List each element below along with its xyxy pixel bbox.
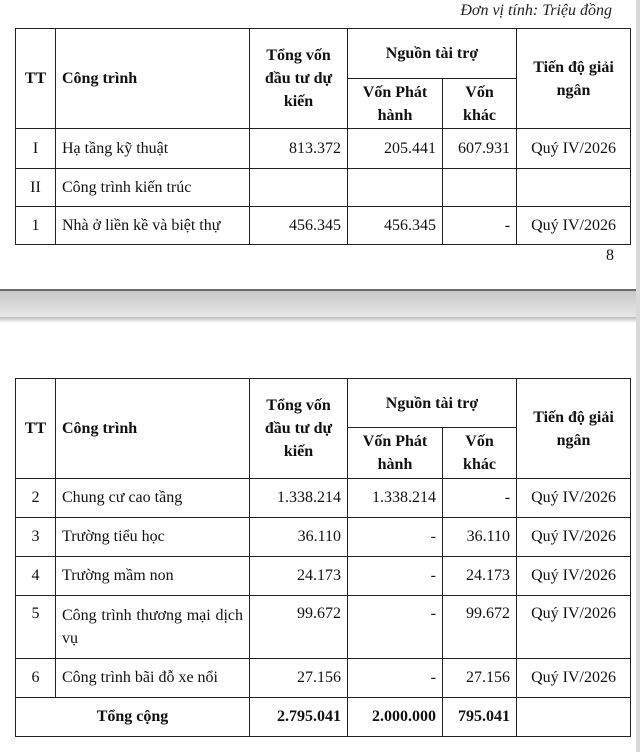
header-cong-trinh: Công trình [56, 379, 250, 479]
investment-table-page1 [15, 28, 631, 245]
row-von-phat-hanh: - [348, 596, 443, 659]
row-name: Chung cư cao tầng [56, 479, 250, 518]
table-row [16, 479, 631, 518]
row-name: Trường tiểu học [56, 518, 250, 557]
row-total: 36.110 [250, 518, 348, 557]
row-von-phat-hanh: - [348, 518, 443, 557]
row-von-khac: - [443, 479, 517, 518]
row-total: 456.345 [250, 207, 348, 245]
total-label: Tổng cộng [16, 698, 250, 737]
row-name: Công trình bãi đỗ xe nổi [56, 659, 250, 698]
row-tt: 4 [16, 557, 56, 596]
row-von-phat-hanh: 456.345 [348, 207, 443, 245]
row-tt: 1 [16, 207, 56, 245]
row-total [250, 169, 348, 207]
row-tien-do: Quý IV/2026 [517, 557, 631, 596]
header-von-khac: Vốn khác [443, 79, 517, 129]
page-number: 8 [606, 247, 614, 264]
header-von-phat-hanh: Vốn Phát hành [348, 79, 443, 129]
table-row [16, 129, 631, 169]
header-von-khac: Vốn khác [443, 428, 517, 479]
page-break-band [0, 291, 640, 317]
table-row [16, 557, 631, 596]
row-tien-do: Quý IV/2026 [517, 129, 631, 169]
row-tt: 5 [16, 596, 56, 659]
row-total: 1.338.214 [250, 479, 348, 518]
row-von-khac: 24.173 [443, 557, 517, 596]
header-row [16, 379, 631, 428]
row-tt: I [16, 129, 56, 169]
row-von-khac: 99.672 [443, 596, 517, 659]
row-von-khac: 27.156 [443, 659, 517, 698]
row-name: Hạ tầng kỹ thuật [56, 129, 250, 169]
row-tien-do: Quý IV/2026 [517, 207, 631, 245]
row-total: 99.672 [250, 596, 348, 659]
header-row [16, 29, 631, 79]
row-tien-do: Quý IV/2026 [517, 659, 631, 698]
header-tien-do: Tiến độ giải ngân [517, 379, 631, 479]
row-tien-do: Quý IV/2026 [517, 518, 631, 557]
row-von-phat-hanh: 205.441 [348, 129, 443, 169]
total-von-khac: 795.041 [443, 698, 517, 737]
row-name: Công trình kiến trúc [56, 169, 250, 207]
table-row [16, 518, 631, 557]
total-tong-von: 2.795.041 [250, 698, 348, 737]
row-von-khac: 607.931 [443, 129, 517, 169]
table-row [16, 207, 631, 245]
page-edge [636, 0, 640, 752]
row-total: 27.156 [250, 659, 348, 698]
row-von-phat-hanh: - [348, 659, 443, 698]
row-von-phat-hanh [348, 169, 443, 207]
row-tien-do: Quý IV/2026 [517, 479, 631, 518]
table-row [16, 659, 631, 698]
row-von-khac [443, 169, 517, 207]
row-name: Công trình thương mại dịch vụ [56, 596, 250, 659]
row-von-khac: - [443, 207, 517, 245]
row-tt: 6 [16, 659, 56, 698]
row-von-phat-hanh: 1.338.214 [348, 479, 443, 518]
row-tt: II [16, 169, 56, 207]
total-von-phat-hanh: 2.000.000 [348, 698, 443, 737]
row-von-khac: 36.110 [443, 518, 517, 557]
table-row [16, 169, 631, 207]
investment-table-page2 [15, 378, 631, 737]
header-tien-do: Tiến độ giải ngân [517, 29, 631, 129]
header-cong-trinh: Công trình [56, 29, 250, 129]
header-tong-von: Tổng vốn đầu tư dự kiến [250, 379, 348, 479]
header-nguon-tai-tro: Nguồn tài trợ [348, 379, 517, 428]
row-name: Trường mầm non [56, 557, 250, 596]
total-tien-do [517, 698, 631, 737]
row-von-phat-hanh: - [348, 557, 443, 596]
unit-note: Đơn vị tính: Triệu đồng [460, 2, 612, 19]
table-row [16, 596, 631, 659]
row-tt: 3 [16, 518, 56, 557]
header-tong-von: Tổng vốn đầu tư dự kiến [250, 29, 348, 129]
total-row [16, 698, 631, 737]
header-tt: TT [16, 29, 56, 129]
header-von-phat-hanh: Vốn Phát hành [348, 428, 443, 479]
header-nguon-tai-tro: Nguồn tài trợ [348, 29, 517, 79]
row-tien-do [517, 169, 631, 207]
row-total: 24.173 [250, 557, 348, 596]
row-tt: 2 [16, 479, 56, 518]
row-tien-do: Quý IV/2026 [517, 596, 631, 659]
row-name: Nhà ở liền kề và biệt thự [56, 207, 250, 245]
row-total: 813.372 [250, 129, 348, 169]
header-tt: TT [16, 379, 56, 479]
page-break-shadow [0, 317, 640, 323]
